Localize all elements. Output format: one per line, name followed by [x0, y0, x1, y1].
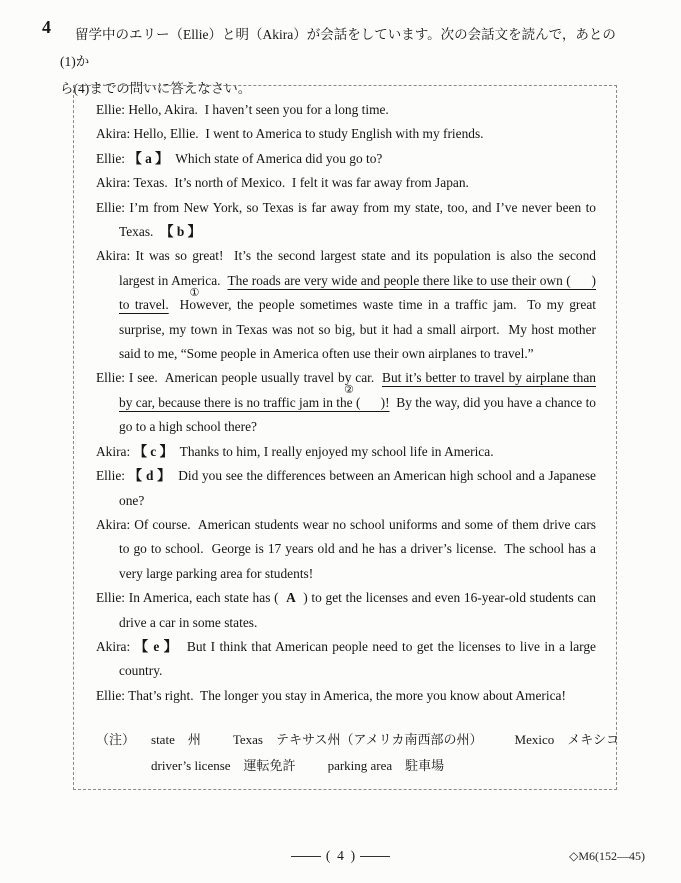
note-item: parking area 駐車場 — [327, 757, 445, 773]
dialogue-text: Akira: Hello, Ellie. I went to America to study English with my friends. — [96, 126, 484, 142]
page-number: ( 4 ) — [325, 848, 356, 863]
bracket-label: 【 c 】 — [133, 443, 173, 459]
underlined-phrase: ② But it’s better to travel by airplane than by car, because there is no traffic jam in the ( )! — [119, 370, 596, 410]
bracket-label: 【 d 】 — [128, 468, 171, 484]
dialogue-text: Akira: Of course. American students wear no school uniforms and some of them drive cars to go to school. George is 17 years old and he has a driver’s license. The school has a very large parking area for students! — [96, 516, 596, 581]
dialogue-turn — [96, 244, 596, 366]
dialogue-text: ) to get the licenses and even 16-year-old students can drive a car in some states. — [119, 590, 596, 630]
dialogue-turn — [96, 513, 596, 586]
instructions-line-1: 留学中のエリー（Ellie）と明（Akira）が会話をしています。次の会話文を読んで，あとの(1)か — [60, 27, 616, 69]
dialogue-turn — [96, 440, 596, 464]
dialogue-text: But I think that American people need to get the licenses to live in a large country. — [119, 638, 596, 679]
dialogue-text: However, the people sometimes waste time in a traffic jam. To my great surprise, my town in Texas was not so big, but it had a small airport. My host mother said to me, “Some people in America often use their own airplanes to travel.” — [119, 297, 597, 362]
underlined-phrase: ① The roads are very wide and people there like to use their own ( ) to travel. — [119, 272, 596, 313]
dialogue-text: Did you see the differences between an American high school and a Japanese one? — [119, 468, 596, 508]
dialogue-turn — [96, 196, 596, 245]
instructions-line-2: ら(4)までの問いに答えなさい。 — [60, 81, 252, 96]
dialogue-turn — [96, 586, 596, 635]
bracket-label: 【 e 】 — [134, 638, 179, 654]
dialogue-turn — [96, 684, 596, 708]
dialogue-text: Ellie: — [96, 468, 129, 484]
note-item: state 州 — [151, 732, 201, 748]
dialogue-turn — [96, 366, 596, 439]
note-item: Texas テキサス州（アメリカ南西部の州） — [232, 732, 483, 748]
note-line — [151, 753, 619, 779]
footer-rule-left — [291, 856, 321, 857]
dialogue-text: Akira: Texas. It’s north of Mexico. I felt it was far away from Japan. — [96, 175, 469, 191]
question-number: 4 — [42, 17, 51, 37]
dialogue-text: Ellie: Hello, Akira. I haven’t seen you for a long time. — [96, 102, 389, 117]
footer-rule-right — [360, 856, 390, 857]
dialogue-text: Ellie: — [96, 150, 129, 166]
bracket-label: A — [286, 590, 296, 606]
dialogue-text: Which state of America did you go to? — [168, 150, 383, 166]
note-item: Mexico メキシコ — [514, 732, 620, 748]
dialogue-turn — [96, 122, 596, 146]
bracket-label: 【 a 】 — [128, 150, 169, 166]
dialogue-turn — [96, 98, 596, 122]
dialogue-text: Thanks to him, I really enjoyed my school life in America. — [172, 443, 494, 459]
dialogue-text: Ellie: I see. American people usually travel by car. — [96, 370, 383, 386]
dialogue-text: Akira: — [96, 638, 135, 654]
dialogue-text: Ellie: That’s right. The longer you stay in America, the more you know about America! — [96, 687, 566, 703]
dialogue-turn — [96, 635, 596, 684]
dialogue-text: Akira: It was so great! It’s the second largest state and its population is also the second largest in America. — [96, 248, 596, 288]
dialogue — [96, 98, 596, 708]
notes-label: （注） — [96, 732, 136, 748]
dialogue-turn — [96, 147, 596, 171]
dialogue-box — [73, 85, 620, 790]
dialogue-text: Ellie: I’m from New York, so Texas is far away from my state, too, and I’ve never been to Texas. — [96, 199, 596, 240]
dialogue-text: By the way, did you have a chance to go to a high school there? — [119, 394, 596, 435]
dialogue-text: Akira: — [96, 443, 134, 459]
note-item: driver’s license 運転免許 — [151, 757, 296, 773]
dialogue-turn — [96, 464, 596, 513]
document-code: ◇M6(152—45) — [569, 849, 645, 863]
dialogue-text: Ellie: In America, each state has ( — [96, 590, 287, 606]
bracket-label: 【 b 】 — [160, 224, 202, 240]
dialogue-turn — [96, 171, 596, 195]
note-line — [151, 727, 619, 753]
notes-section — [96, 727, 620, 778]
notes-lines — [151, 727, 619, 778]
